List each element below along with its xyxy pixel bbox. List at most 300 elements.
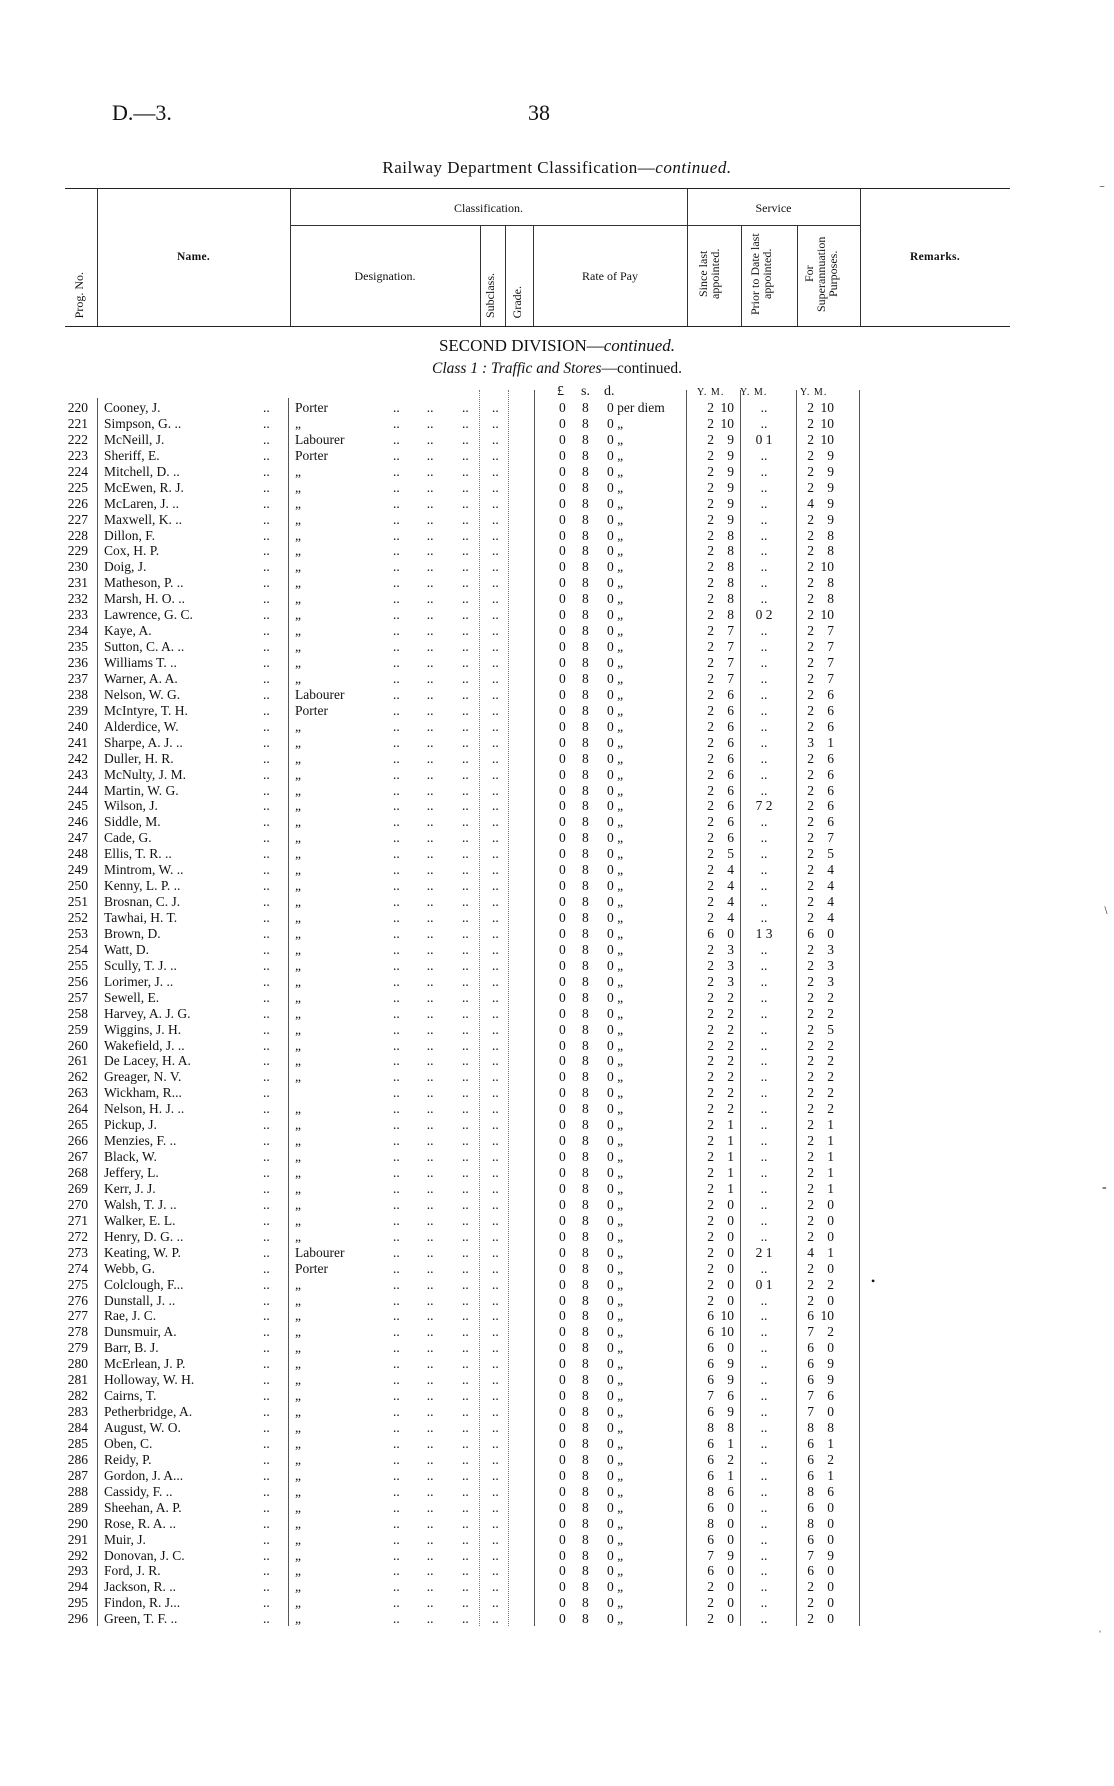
pay-shillings: 8 (582, 1356, 589, 1372)
prior-to-date: .. (760, 1212, 768, 1228)
prior-to-date: .. (760, 1260, 768, 1276)
table-row (0, 990, 1114, 1006)
leader-dots: .. (263, 750, 270, 766)
prog-no: 248 (67, 846, 88, 862)
leader-dots: .. .. (393, 1420, 434, 1435)
prior-to-date: .. (760, 1005, 768, 1021)
leader-dots: .. (492, 447, 499, 463)
leader-dots: .. (492, 1165, 499, 1180)
pay-pence: 0 „ (607, 511, 624, 527)
prog-no: 258 (67, 1005, 88, 1021)
table-row (0, 1436, 1114, 1452)
prog-no: 275 (67, 1276, 88, 1292)
leader-dots: .. (462, 559, 469, 575)
employee-name: Colclough, F... (104, 1276, 184, 1292)
leader-dots: .. (492, 1547, 499, 1563)
since-last-years: 2 (707, 1133, 714, 1149)
leader-dots: .. .. (393, 1531, 434, 1547)
super-years: 6 (807, 1499, 814, 1515)
leader-dots: .. (263, 1244, 270, 1260)
employee-name: Gordon, J. A... (104, 1467, 184, 1483)
leader-dots: .. (462, 1611, 469, 1627)
table-row (0, 1340, 1114, 1356)
pay-pence: 0 „ (607, 1340, 624, 1356)
pay-pence: 0 „ (607, 1356, 624, 1372)
prior-to-date: .. (760, 782, 768, 798)
super-years: 6 (807, 1563, 814, 1579)
since-last-years: 2 (707, 1244, 714, 1260)
leader-dots: .. (263, 1005, 270, 1021)
prior-to-date: .. (760, 862, 768, 878)
prior-to-date: .. (760, 1292, 768, 1308)
since-last-years: 2 (707, 878, 714, 894)
super-years: 2 (807, 1021, 814, 1037)
since-last-months: 1 (727, 1117, 734, 1133)
employee-name: Jackson, R. .. (104, 1579, 176, 1595)
leader-dots: .. (462, 1372, 469, 1388)
since-last-years: 2 (707, 511, 714, 527)
leader-dots: .. .. (393, 447, 434, 463)
leader-dots: .. (462, 1547, 469, 1563)
pay-pence: 0 per diem (607, 400, 665, 415)
since-last-years: 2 (707, 463, 714, 479)
leader-dots: .. (462, 894, 469, 910)
designation: „ (295, 1180, 301, 1196)
leader-dots: .. (462, 1196, 469, 1212)
super-months: 2 (827, 1053, 834, 1069)
super-months: 8 (827, 1420, 834, 1435)
prog-no: 287 (67, 1467, 88, 1483)
prior-to-date: .. (760, 766, 768, 782)
leader-dots: .. .. (393, 782, 434, 798)
scan-mark: • (871, 1274, 876, 1288)
leader-dots: .. (492, 639, 499, 655)
super-months: 3 (827, 973, 834, 989)
leader-dots: .. (492, 1196, 499, 1212)
prior-to-date: .. (760, 1372, 768, 1388)
super-months: 0 (827, 1196, 834, 1212)
designation: „ (295, 415, 301, 431)
leader-dots: .. (462, 1531, 469, 1547)
pay-shillings: 8 (582, 1451, 589, 1467)
since-last-years: 2 (707, 670, 714, 686)
pay-pence: 0 „ (607, 1388, 624, 1404)
since-last-years: 2 (707, 1037, 714, 1053)
employee-name: Cairns, T. (104, 1388, 157, 1404)
leader-dots: .. (462, 1595, 469, 1611)
super-months: 1 (827, 1467, 834, 1483)
employee-name: Kaye, A. (104, 623, 152, 639)
designation: „ (295, 591, 301, 607)
leader-dots: .. .. (393, 1292, 434, 1308)
employee-name: Sheehan, A. P. (104, 1499, 182, 1515)
leader-dots: .. (462, 1244, 469, 1260)
leader-dots: .. .. (393, 1165, 434, 1180)
employee-name: Ellis, T. R. .. (104, 846, 172, 862)
since-last-years: 2 (707, 702, 714, 718)
table-row (0, 1468, 1114, 1484)
pay-shillings: 8 (582, 1563, 589, 1579)
super-years: 6 (807, 1308, 814, 1324)
pay-shillings: 8 (582, 766, 589, 782)
table-row (0, 1229, 1114, 1245)
pay-pence: 0 „ (607, 1595, 624, 1611)
prior-to-date: .. (760, 1515, 768, 1531)
table-row (0, 1261, 1114, 1277)
unit-ym-prior: Y. M. (740, 387, 768, 398)
prior-to-date: .. (760, 1404, 768, 1420)
designation: „ (295, 1420, 301, 1435)
leader-dots: .. (492, 415, 499, 431)
super-years: 2 (807, 575, 814, 591)
since-last-years: 2 (707, 798, 714, 814)
leader-dots: .. (492, 1531, 499, 1547)
prior-to-date: .. (760, 989, 768, 1005)
leader-dots: .. (462, 1324, 469, 1340)
leader-dots: .. (462, 1085, 469, 1101)
table-row (0, 1022, 1114, 1038)
leader-dots: .. (462, 1069, 469, 1085)
super-months: 10 (820, 1308, 834, 1324)
leader-dots: .. (462, 1228, 469, 1244)
leader-dots: .. (492, 1053, 499, 1069)
super-months: 2 (827, 1276, 834, 1292)
pay-shillings: 8 (582, 1244, 589, 1260)
leader-dots: .. (492, 957, 499, 973)
since-last-months: 0 (727, 925, 734, 941)
pay-pence: 0 „ (607, 1149, 624, 1165)
prior-to-date: .. (760, 957, 768, 973)
pay-pounds: 0 (559, 814, 566, 830)
prior-to-date: .. (760, 894, 768, 910)
since-last-years: 2 (707, 910, 714, 925)
leader-dots: .. (263, 559, 270, 575)
table-row (0, 1053, 1114, 1069)
prog-no: 278 (67, 1324, 88, 1340)
super-months: 6 (827, 766, 834, 782)
pay-shillings: 8 (582, 862, 589, 878)
leader-dots: .. .. (393, 1101, 434, 1117)
since-last-years: 2 (707, 1611, 714, 1627)
employee-name: Williams T. .. (104, 655, 177, 670)
since-last-months: 4 (727, 910, 734, 925)
leader-dots: .. (492, 910, 499, 925)
employee-name: Sheriff, E. (104, 447, 160, 463)
leader-dots: .. (492, 941, 499, 957)
employee-name: Greager, N. V. (104, 1069, 182, 1085)
since-last-years: 2 (707, 862, 714, 878)
table-row (0, 958, 1114, 974)
prior-to-date: .. (760, 1531, 768, 1547)
super-months: 2 (827, 1101, 834, 1117)
table-row (0, 1308, 1114, 1324)
leader-dots: .. (263, 1611, 270, 1627)
leader-dots: .. .. (393, 957, 434, 973)
prior-to-date: .. (760, 1579, 768, 1595)
pay-pence: 0 „ (607, 862, 624, 878)
table-row (0, 1293, 1114, 1309)
leader-dots: .. (492, 575, 499, 591)
table-row (0, 432, 1114, 448)
pay-pounds: 0 (559, 1069, 566, 1085)
leader-dots: .. (263, 1595, 270, 1611)
leader-dots: .. .. (393, 463, 434, 479)
prog-no: 224 (67, 463, 88, 479)
pay-pence: 0 „ (607, 639, 624, 655)
prior-to-date: .. (760, 1356, 768, 1372)
prog-no: 262 (67, 1069, 88, 1085)
pay-pounds: 0 (559, 989, 566, 1005)
leader-dots: .. (263, 527, 270, 543)
employee-name: Mitchell, D. .. (104, 463, 180, 479)
pay-shillings: 8 (582, 1483, 589, 1499)
leader-dots: .. (263, 1356, 270, 1372)
leader-dots: .. .. (393, 973, 434, 989)
employee-name: Muir, J. (104, 1531, 146, 1547)
super-years: 2 (807, 1165, 814, 1180)
pay-shillings: 8 (582, 1212, 589, 1228)
pay-pence: 0 „ (607, 479, 624, 495)
pay-shillings: 8 (582, 750, 589, 766)
since-last-months: 1 (727, 1165, 734, 1180)
super-months: 0 (827, 1611, 834, 1627)
pay-pence: 0 „ (607, 1483, 624, 1499)
prior-to-date: .. (760, 655, 768, 670)
table-row (0, 575, 1114, 591)
pay-pence: 0 „ (607, 1101, 624, 1117)
designation: „ (295, 734, 301, 750)
super-years: 6 (807, 1372, 814, 1388)
pay-shillings: 8 (582, 1069, 589, 1085)
prior-to-date: .. (760, 463, 768, 479)
pay-pounds: 0 (559, 670, 566, 686)
since-last-years: 2 (707, 1101, 714, 1117)
pay-pounds: 0 (559, 1276, 566, 1292)
employee-name: Duller, H. R. (104, 750, 174, 766)
leader-dots: .. (263, 495, 270, 511)
prior-to-date: .. (760, 1467, 768, 1483)
pay-pence: 0 „ (607, 1531, 624, 1547)
employee-name: Barr, B. J. (104, 1340, 159, 1356)
designation: „ (295, 1324, 301, 1340)
leader-dots: .. .. (393, 1037, 434, 1053)
super-years: 2 (807, 750, 814, 766)
leader-dots: .. (263, 1196, 270, 1212)
pay-pounds: 0 (559, 655, 566, 670)
pay-shillings: 8 (582, 1228, 589, 1244)
pay-pence: 0 „ (607, 973, 624, 989)
designation: „ (295, 1053, 301, 1069)
prior-to-date: .. (760, 1196, 768, 1212)
leader-dots: .. (263, 1324, 270, 1340)
leader-dots: .. (462, 1053, 469, 1069)
leader-dots: .. .. (393, 1196, 434, 1212)
employee-name: Nelson, H. J. .. (104, 1101, 185, 1117)
prog-no: 292 (67, 1547, 88, 1563)
leader-dots: .. (263, 910, 270, 925)
leader-dots: .. (462, 782, 469, 798)
super-months: 2 (827, 1324, 834, 1340)
leader-dots: .. (263, 1467, 270, 1483)
designation: „ (295, 1467, 301, 1483)
leader-dots: .. (492, 702, 499, 718)
super-years: 7 (807, 1547, 814, 1563)
prog-no: 272 (67, 1228, 88, 1244)
since-last-months: 7 (727, 670, 734, 686)
leader-dots: .. (263, 718, 270, 734)
leader-dots: .. (263, 1228, 270, 1244)
employee-name: Sewell, E. (104, 989, 160, 1005)
leader-dots: .. .. (393, 798, 434, 814)
prog-no: 253 (67, 925, 88, 941)
super-months: 0 (827, 1499, 834, 1515)
super-years: 2 (807, 957, 814, 973)
pay-pence: 0 „ (607, 655, 624, 670)
prior-to-date: .. (760, 527, 768, 543)
pay-pounds: 0 (559, 543, 566, 559)
leader-dots: .. (492, 1467, 499, 1483)
pay-shillings: 8 (582, 479, 589, 495)
super-years: 2 (807, 718, 814, 734)
since-last-months: 2 (727, 1037, 734, 1053)
super-years: 2 (807, 479, 814, 495)
since-last-months: 5 (727, 846, 734, 862)
pay-pounds: 0 (559, 1451, 566, 1467)
leader-dots: .. (263, 925, 270, 941)
since-last-months: 6 (727, 782, 734, 798)
table-row (0, 1484, 1114, 1500)
super-months: 0 (827, 1404, 834, 1420)
since-last-months: 0 (727, 1276, 734, 1292)
section-division (0, 336, 1114, 356)
designation: „ (295, 463, 301, 479)
pay-pounds: 0 (559, 1149, 566, 1165)
employee-name: McNulty, J. M. (104, 766, 187, 782)
employee-name: Menzies, F. .. (104, 1133, 177, 1149)
super-years: 2 (807, 639, 814, 655)
scan-mark: ﹣ (1096, 178, 1109, 192)
super-months: 7 (827, 830, 834, 846)
pay-shillings: 8 (582, 511, 589, 527)
table-row (0, 910, 1114, 926)
since-last-months: 0 (727, 1244, 734, 1260)
super-years: 4 (807, 495, 814, 511)
super-years: 2 (807, 878, 814, 894)
table-row (0, 639, 1114, 655)
pay-pence: 0 „ (607, 1451, 624, 1467)
leader-dots: .. .. (393, 750, 434, 766)
leader-dots: .. (263, 1133, 270, 1149)
leader-dots: .. (462, 655, 469, 670)
leader-dots: .. (492, 1499, 499, 1515)
pay-pence: 0 „ (607, 782, 624, 798)
pay-pounds: 0 (559, 1483, 566, 1499)
prior-to-date: .. (760, 878, 768, 894)
employee-name: Marsh, H. O. .. (104, 591, 185, 607)
designation: „ (295, 543, 301, 559)
leader-dots: .. (462, 1149, 469, 1165)
designation: „ (295, 894, 301, 910)
prior-to-date: .. (760, 1388, 768, 1404)
division-continued: continued. (603, 336, 676, 355)
pay-pence: 0 „ (607, 1180, 624, 1196)
leader-dots: .. (462, 1356, 469, 1372)
since-last-years: 2 (707, 559, 714, 575)
since-last-months: 7 (727, 655, 734, 670)
super-months: 6 (827, 782, 834, 798)
prog-no: 296 (67, 1611, 88, 1627)
leader-dots: .. (492, 1611, 499, 1627)
title-continued: continued. (655, 158, 732, 177)
prior-to-date: .. (760, 1228, 768, 1244)
super-months: 4 (827, 878, 834, 894)
since-last-months: 1 (727, 1435, 734, 1451)
pay-pounds: 0 (559, 511, 566, 527)
designation: „ (295, 1547, 301, 1563)
pay-pounds: 0 (559, 1212, 566, 1228)
prior-to-date: .. (760, 479, 768, 495)
employee-name: Pickup, J. (104, 1117, 157, 1133)
pay-pence: 0 „ (607, 543, 624, 559)
super-years: 6 (807, 1356, 814, 1372)
since-last-months: 8 (727, 527, 734, 543)
since-last-years: 6 (707, 1563, 714, 1579)
prog-no: 284 (67, 1420, 88, 1435)
designation: „ (295, 830, 301, 846)
since-last-years: 6 (707, 1435, 714, 1451)
pay-shillings: 8 (582, 415, 589, 431)
since-last-years: 2 (707, 1276, 714, 1292)
pay-pence: 0 „ (607, 798, 624, 814)
prior-to-date: .. (760, 1069, 768, 1085)
designation: „ (295, 623, 301, 639)
leader-dots: .. .. (393, 1372, 434, 1388)
pay-pounds: 0 (559, 1133, 566, 1149)
pay-pence: 0 „ (607, 1196, 624, 1212)
super-years: 2 (807, 782, 814, 798)
leader-dots: .. (462, 1563, 469, 1579)
super-months: 1 (827, 1180, 834, 1196)
scan-mark: ﹨ (1100, 902, 1113, 916)
leader-dots: .. (462, 878, 469, 894)
leader-dots: .. (492, 1435, 499, 1451)
leader-dots: .. (492, 1149, 499, 1165)
pay-pence: 0 „ (607, 1324, 624, 1340)
leader-dots: .. (263, 639, 270, 655)
since-last-months: 9 (727, 1547, 734, 1563)
leader-dots: .. (462, 1499, 469, 1515)
pay-pounds: 0 (559, 750, 566, 766)
prog-no: 265 (67, 1117, 88, 1133)
table-row (0, 974, 1114, 990)
leader-dots: .. .. (393, 686, 434, 702)
super-months: 0 (827, 1340, 834, 1356)
super-months: 4 (827, 894, 834, 910)
pay-shillings: 8 (582, 957, 589, 973)
pay-pounds: 0 (559, 1244, 566, 1260)
designation: „ (295, 878, 301, 894)
prog-no: 226 (67, 495, 88, 511)
pay-pence: 0 „ (607, 846, 624, 862)
prior-to-date: .. (760, 846, 768, 862)
prog-no: 269 (67, 1180, 88, 1196)
pay-shillings: 8 (582, 925, 589, 941)
employee-name: Matheson, P. .. (104, 575, 184, 591)
leader-dots: .. (462, 591, 469, 607)
pay-shillings: 8 (582, 1292, 589, 1308)
leader-dots: .. .. (393, 1085, 434, 1101)
leader-dots: .. .. (393, 607, 434, 623)
